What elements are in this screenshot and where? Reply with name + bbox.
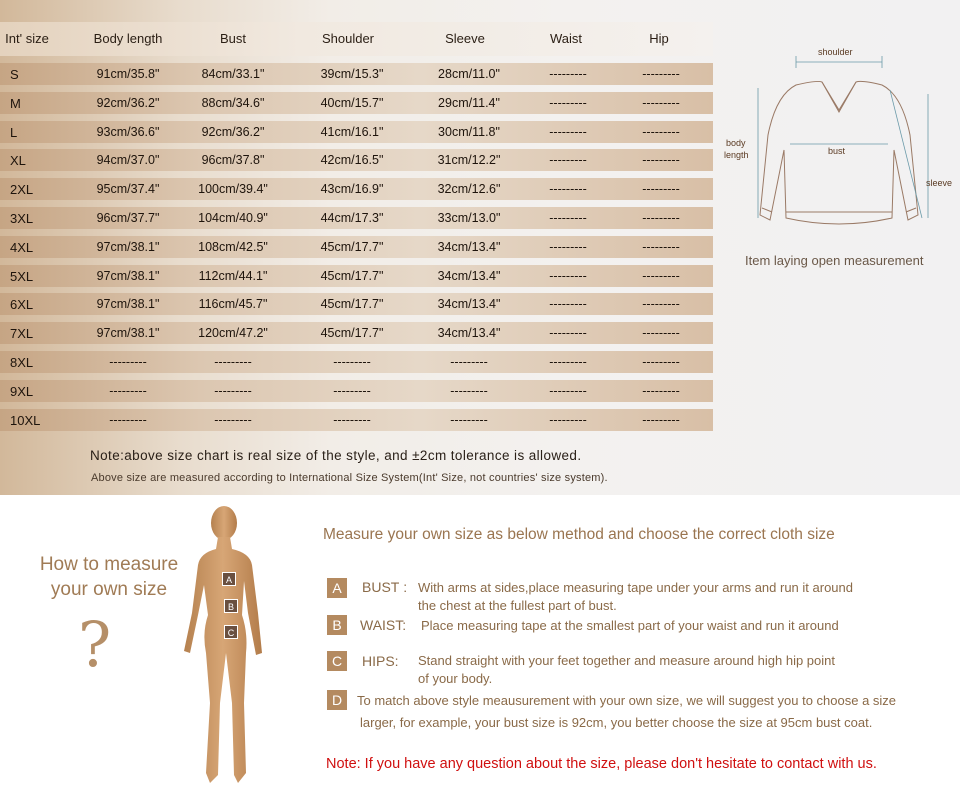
cell-hip: --------- bbox=[642, 239, 680, 254]
cell-body-length: 95cm/37.4" bbox=[96, 182, 160, 197]
cell-hip: --------- bbox=[642, 297, 680, 312]
cell-size: 3XL bbox=[10, 210, 34, 226]
cell-shoulder: 45cm/17.7" bbox=[320, 268, 384, 283]
cell-shoulder: 40cm/15.7" bbox=[320, 95, 384, 110]
header-body-length: Body length bbox=[93, 31, 163, 46]
cell-bust: 84cm/33.1" bbox=[201, 67, 265, 81]
header-bust: Bust bbox=[219, 31, 247, 46]
cell-bust: 96cm/37.8" bbox=[201, 153, 265, 168]
cell-waist: --------- bbox=[549, 354, 587, 369]
cell-sleeve: 34cm/13.4" bbox=[437, 297, 501, 312]
cell-sleeve: --------- bbox=[450, 354, 488, 369]
header-sleeve: Sleeve bbox=[445, 31, 485, 46]
cell-waist: --------- bbox=[549, 182, 587, 197]
cell-size: 6XL bbox=[10, 297, 34, 313]
header-shoulder: Shoulder bbox=[321, 31, 375, 46]
cell-waist: --------- bbox=[549, 67, 587, 81]
cell-body-length: --------- bbox=[109, 354, 147, 369]
cell-shoulder: 42cm/16.5" bbox=[320, 153, 384, 168]
tolerance-note: Note:above size chart is real size of the style, and ±2cm tolerance is allowed. bbox=[90, 448, 582, 463]
cell-sleeve: 29cm/11.4" bbox=[438, 95, 500, 110]
bust-heading: BUST : bbox=[362, 579, 408, 595]
match-instruction-line1: To match above style meausurement with your own size, we will suggest you to choose a size bbox=[357, 693, 897, 708]
cell-hip: --------- bbox=[642, 326, 680, 341]
waist-heading: WAIST: bbox=[360, 617, 407, 633]
shoulder-label: shoulder bbox=[818, 47, 853, 57]
figure-label-b: B bbox=[224, 599, 238, 613]
cell-waist: --------- bbox=[549, 95, 587, 110]
cell-body-length: 97cm/38.1" bbox=[96, 239, 160, 254]
diagram-caption: Item laying open measurement bbox=[745, 253, 924, 268]
cell-sleeve: 32cm/12.6" bbox=[437, 182, 501, 197]
cell-size: XL bbox=[10, 153, 26, 169]
cell-waist: --------- bbox=[549, 124, 587, 139]
table-row bbox=[0, 293, 713, 315]
table-row bbox=[0, 63, 713, 85]
cell-size: M bbox=[10, 95, 21, 111]
cell-bust: --------- bbox=[214, 412, 252, 427]
cell-hip: --------- bbox=[642, 182, 680, 197]
badge-a: A bbox=[327, 578, 347, 598]
cell-shoulder: 44cm/17.3" bbox=[320, 210, 384, 225]
table-row bbox=[0, 121, 713, 143]
header-waist: Waist bbox=[549, 31, 583, 46]
cell-body-length: 94cm/37.0" bbox=[96, 153, 160, 168]
body-length-label-2: length bbox=[724, 150, 749, 160]
table-header-row bbox=[0, 22, 713, 56]
bust-instruction-line2: the chest at the fullest part of bust. bbox=[418, 598, 617, 613]
cell-hip: --------- bbox=[642, 67, 680, 81]
cell-body-length: 97cm/38.1" bbox=[96, 297, 160, 312]
table-row bbox=[0, 149, 713, 171]
cell-sleeve: --------- bbox=[450, 383, 488, 398]
cell-bust: 112cm/44.1" bbox=[198, 268, 268, 283]
garment-diagram bbox=[722, 40, 960, 240]
cell-hip: --------- bbox=[642, 412, 680, 427]
badge-d: D bbox=[327, 690, 347, 710]
bust-instruction-line1: With arms at sides,place measuring tape under your arms and run it around bbox=[418, 580, 853, 595]
table-row bbox=[0, 351, 713, 373]
header-size: Int' size bbox=[5, 31, 49, 46]
waist-instruction-line1: Place measuring tape at the smallest part of your waist and run it around bbox=[421, 618, 839, 633]
cell-size: S bbox=[10, 67, 19, 82]
cell-size: 7XL bbox=[10, 326, 34, 342]
figure-label-a: A bbox=[222, 572, 236, 586]
size-table-body bbox=[0, 63, 713, 437]
cell-body-length: 96cm/37.7" bbox=[96, 210, 160, 225]
match-instruction-line2: larger, for example, your bust size is 92cm, you better choose the size at 95cm bust coat. bbox=[360, 715, 873, 730]
body-silhouette bbox=[180, 503, 280, 788]
bust-label: bust bbox=[828, 146, 846, 156]
cell-shoulder: --------- bbox=[333, 383, 371, 398]
cell-size: L bbox=[10, 124, 18, 140]
sleeve-label: sleeve bbox=[926, 178, 953, 188]
cell-size: 10XL bbox=[10, 412, 41, 428]
cell-bust: 92cm/36.2" bbox=[201, 124, 265, 139]
cell-body-length: 91cm/35.8" bbox=[96, 67, 160, 81]
cell-waist: --------- bbox=[549, 153, 587, 168]
how-to-measure-title: How to measure your own size bbox=[39, 554, 179, 600]
cell-waist: --------- bbox=[549, 210, 587, 225]
question-mark-icon: ? bbox=[78, 608, 112, 681]
cell-bust: 88cm/34.6" bbox=[201, 95, 265, 110]
cell-bust: 120cm/47.2" bbox=[198, 326, 268, 341]
cell-size: 5XL bbox=[10, 268, 34, 284]
cell-shoulder: 45cm/17.7" bbox=[320, 297, 384, 312]
cell-hip: --------- bbox=[642, 153, 680, 168]
cell-waist: --------- bbox=[549, 297, 587, 312]
woman-figure-illustration bbox=[180, 503, 280, 788]
cell-body-length: 97cm/38.1" bbox=[96, 268, 160, 283]
badge-b: B bbox=[327, 615, 347, 635]
cell-bust: 108cm/42.5" bbox=[198, 239, 268, 254]
cell-body-length: 93cm/36.6" bbox=[96, 124, 160, 139]
cell-bust: --------- bbox=[214, 383, 252, 398]
cell-shoulder: --------- bbox=[333, 354, 371, 369]
cell-hip: --------- bbox=[642, 95, 680, 110]
table-row bbox=[0, 380, 713, 402]
cell-sleeve: 31cm/12.2" bbox=[437, 153, 501, 168]
cell-sleeve: 33cm/13.0" bbox=[437, 210, 501, 225]
cell-shoulder: 41cm/16.1" bbox=[320, 124, 384, 139]
cell-waist: --------- bbox=[549, 326, 587, 341]
size-system-note: Above size are measured according to International Size System(Int' Size, not countries' size system). bbox=[91, 472, 608, 484]
cell-size: 2XL bbox=[10, 182, 34, 198]
cell-sleeve: 34cm/13.4" bbox=[437, 326, 501, 341]
cell-body-length: 92cm/36.2" bbox=[96, 95, 160, 110]
shirt-outline-illustration bbox=[722, 40, 960, 240]
figure-label-c: C bbox=[224, 625, 238, 639]
table-row bbox=[0, 207, 713, 229]
table-row bbox=[0, 409, 713, 431]
hips-instruction-line2: of your body. bbox=[418, 671, 493, 686]
cell-hip: --------- bbox=[642, 268, 680, 283]
cell-size: 4XL bbox=[10, 239, 34, 255]
badge-c: C bbox=[327, 651, 347, 671]
cell-shoulder: 43cm/16.9" bbox=[320, 182, 384, 197]
cell-waist: --------- bbox=[549, 239, 587, 254]
cell-hip: --------- bbox=[642, 383, 680, 398]
table-row bbox=[0, 178, 713, 200]
table-row bbox=[0, 322, 713, 344]
hips-heading: HIPS: bbox=[362, 653, 399, 669]
table-row bbox=[0, 236, 713, 258]
cell-body-length: --------- bbox=[109, 383, 147, 398]
cell-hip: --------- bbox=[642, 354, 680, 369]
cell-sleeve: 30cm/11.8" bbox=[438, 124, 500, 139]
cell-shoulder: --------- bbox=[333, 412, 371, 427]
hips-instruction-line1: Stand straight with your feet together and measure around high hip point bbox=[418, 653, 835, 668]
cell-hip: --------- bbox=[642, 124, 680, 139]
cell-size: 9XL bbox=[10, 383, 34, 399]
body-length-label-1: body bbox=[726, 138, 746, 148]
cell-hip: --------- bbox=[642, 210, 680, 225]
cell-sleeve: 34cm/13.4" bbox=[437, 268, 501, 283]
cell-waist: --------- bbox=[549, 268, 587, 283]
cell-body-length: --------- bbox=[109, 412, 147, 427]
table-row bbox=[0, 92, 713, 114]
cell-sleeve: 28cm/11.0" bbox=[438, 67, 500, 81]
cell-body-length: 97cm/38.1" bbox=[96, 326, 160, 341]
cell-shoulder: 45cm/17.7" bbox=[320, 239, 384, 254]
cell-sleeve: --------- bbox=[450, 412, 488, 427]
cell-size: 8XL bbox=[10, 354, 34, 370]
cell-bust: 100cm/39.4" bbox=[198, 182, 268, 197]
table-row bbox=[0, 265, 713, 287]
cell-bust: 104cm/40.9" bbox=[198, 210, 268, 225]
cell-shoulder: 39cm/15.3" bbox=[320, 67, 384, 81]
contact-note: Note: If you have any question about the size, please don't hesitate to contact with us. bbox=[326, 756, 877, 772]
cell-shoulder: 45cm/17.7" bbox=[320, 326, 384, 341]
cell-waist: --------- bbox=[549, 412, 587, 427]
cell-waist: --------- bbox=[549, 383, 587, 398]
cell-bust: 116cm/45.7" bbox=[198, 297, 268, 312]
header-hip: Hip bbox=[649, 31, 669, 46]
cell-bust: --------- bbox=[214, 354, 252, 369]
instructions-title: Measure your own size as below method and choose the correct cloth size bbox=[323, 526, 835, 543]
cell-sleeve: 34cm/13.4" bbox=[437, 239, 501, 254]
